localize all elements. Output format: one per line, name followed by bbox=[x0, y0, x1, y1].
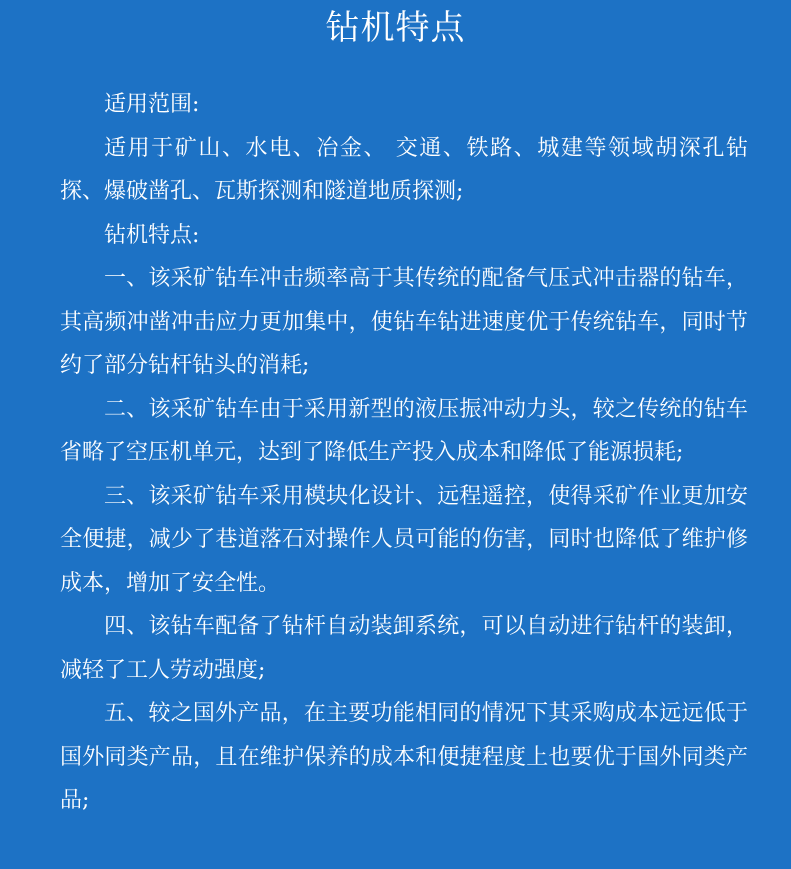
paragraph-feature-5: 五、较之国外产品，在主要功能相同的情况下其采购成本远远低于国外同类产品，且在维护保养的成本和便捷程度上也要优于国外同类产品; bbox=[60, 701, 748, 813]
paragraph-feature-4: 四、该钻车配备了钻杆自动装卸系统，可以自动进行钻杆的装卸，减轻了工人劳动强度; bbox=[60, 614, 748, 683]
paragraph-features-heading: 钻机特点: bbox=[104, 222, 200, 248]
paragraph-scope-heading: 适用范围: bbox=[104, 92, 200, 117]
paragraph-feature-3: 三、该采矿钻车采用模块化设计、远程遥控，使得采矿作业更加安全便捷，减少了巷道落石对操作人员可能的伤害，同时也降低了维护修成本，增加了安全性。 bbox=[60, 483, 748, 596]
page-title: 钻机特点 bbox=[325, 8, 466, 48]
paragraph-feature-1: 一、该采矿钻车冲击频率高于其传统的配备气压式冲击器的钻车，其高频冲凿冲击应力更加集中，使钻车钻进速度优于传统钻车，同时节约了部分钻杆钻头的消耗; bbox=[60, 266, 748, 378]
paragraph-feature-2: 二、该采矿钻车由于采用新型的液压振冲动力头，较之传统的钻车省略了空压机单元，达到了降低生产投入成本和降低了能源损耗; bbox=[60, 396, 748, 465]
document-body bbox=[60, 83, 748, 823]
paragraph-scope-text: 适用于矿山、水电、冶金、 交通、铁路、城建等领域胡深孔钻探、爆破凿孔、瓦斯探测和隧道地质探测; bbox=[60, 135, 748, 204]
